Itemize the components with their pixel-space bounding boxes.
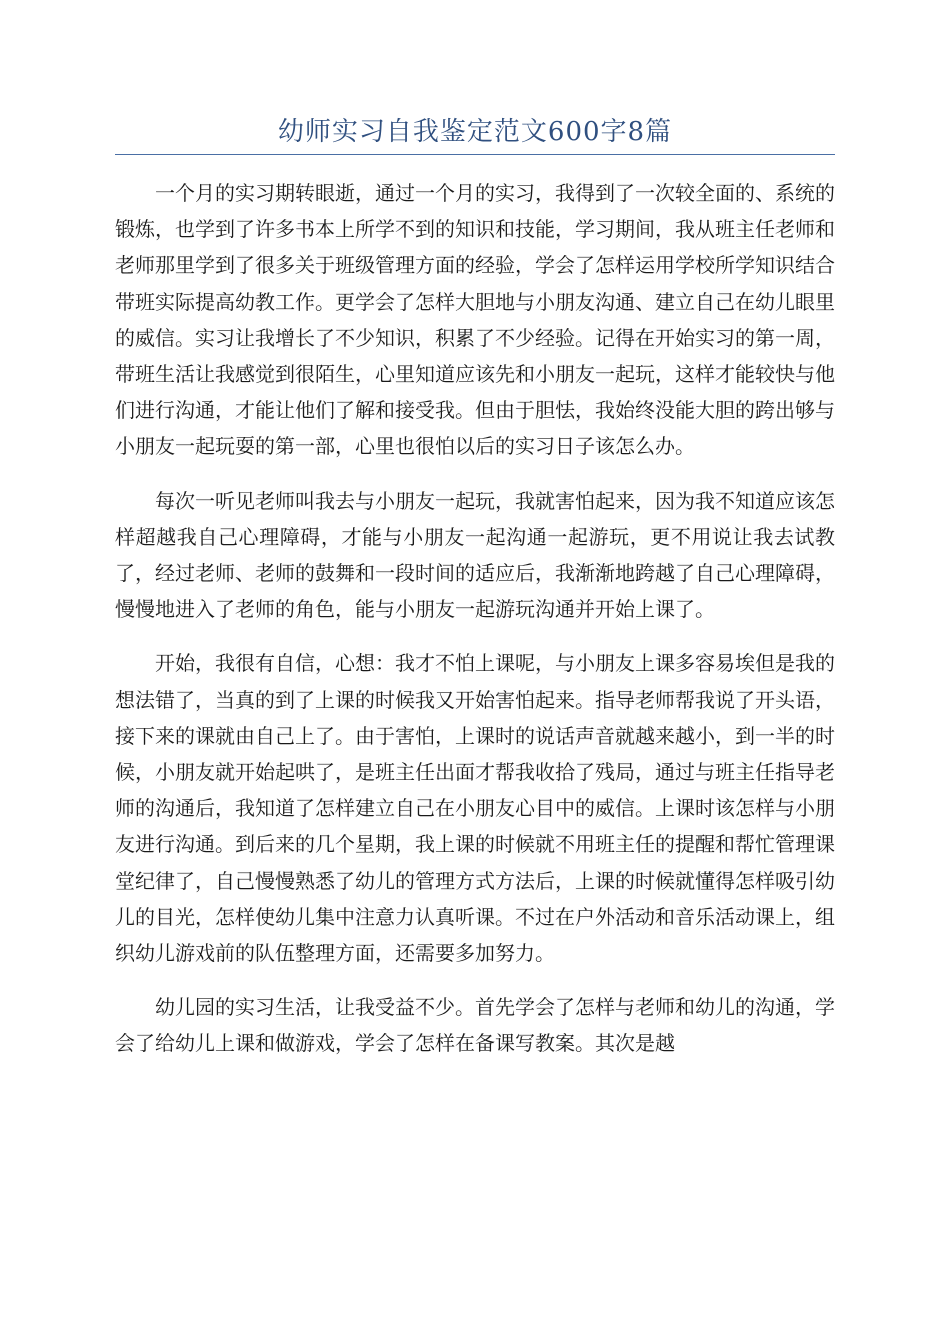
paragraph-4: 幼儿园的实习生活，让我受益不少。首先学会了怎样与老师和幼儿的沟通，学会了给幼儿上课和做游戏，学会了怎样在备课写教案。其次是越 (115, 995, 835, 1056)
paragraph-3: 开始，我很有自信，心想：我才不怕上课呢，与小朋友上课多容易埃但是我的想法错了，当真的到了上课的时候我又开始害怕起来。指导老师帮我说了开头语，接下来的课就由自己上了。由于害怕，上课时的说话声音就越来越小，到一半的时候，小朋友就开始起哄了，是班主任出面才帮我收拾了残局，通过与班主任指导老师的沟通后，我知道了怎样建立自己在小朋友心目中的威信。上课时该怎样与小朋友进行沟通。到后来的几个星期，我上课的时候就不用班主任的提醒和帮忙管理课堂纪律了，自己慢慢熟悉了幼儿的管理方式方法后，上课的时候就懂得怎样吸引幼儿的目光，怎样使幼儿集中注意力认真听课。不过在户外活动和音乐活动课上，组织幼儿游戏前的队伍整理方面，还需要多加努力。 (115, 651, 835, 966)
paragraph-2: 每次一听见老师叫我去与小朋友一起玩，我就害怕起来，因为我不知道应该怎样超越我自己心理障碍，才能与小朋友一起沟通一起游玩，更不用说让我去试教了，经过老师、老师的鼓舞和一段时间的适应后，我渐渐地跨越了自己心理障碍，慢慢地进入了老师的角色，能与小朋友一起游玩沟通并开始上课了。 (115, 488, 835, 622)
document-title: 幼师实习自我鉴定范文600字8篇 (277, 117, 673, 147)
document-body (115, 175, 835, 1080)
title-underline (115, 154, 835, 155)
paragraph-1: 一个月的实习期转眼逝，通过一个月的实习，我得到了一次较全面的、系统的锻炼，也学到了许多书本上所学不到的知识和技能，学习期间，我从班主任老师和老师那里学到了很多关于班级管理方面的经验，学会了怎样运用学校所学知识结合带班实际提高幼教工作。更学会了怎样大胆地与小朋友沟通、建立自己在幼儿眼里的威信。实习让我增长了不少知识，积累了不少经验。记得在开始实习的第一周，带班生活让我感觉到很陌生，心里知道应该先和小朋友一起玩，这样才能较快与他们进行沟通，才能让他们了解和接受我。但由于胆怯，我始终没能大胆的跨出够与小朋友一起玩耍的第一部，心里也很怕以后的实习日子该怎么办。 (115, 181, 835, 459)
